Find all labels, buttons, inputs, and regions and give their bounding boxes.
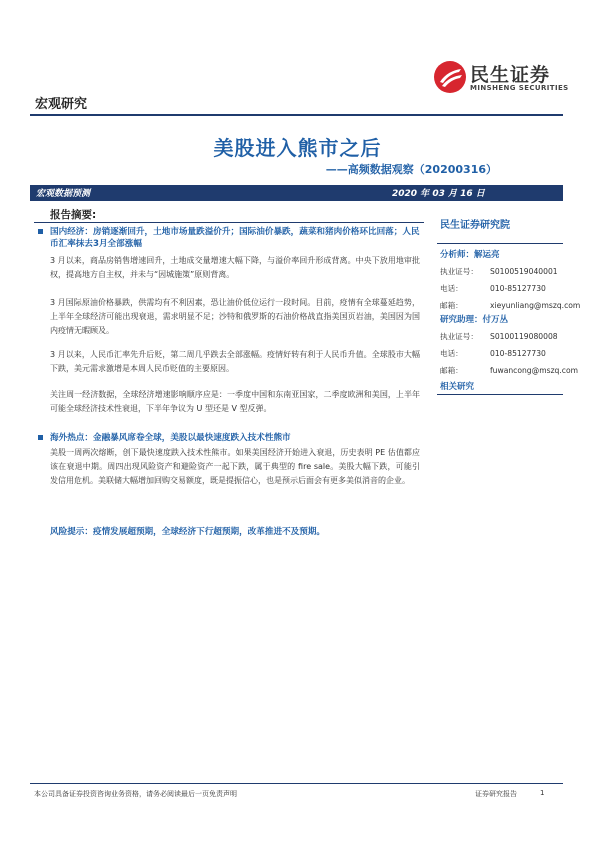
report-title: 美股进入熊市之后	[213, 136, 382, 160]
analyst-email-row[interactable]: 邮箱： xieyunliang@mszq.com	[440, 301, 581, 310]
footer-rule	[30, 783, 563, 784]
page-number: 1	[540, 789, 545, 797]
analyst-role: 分析师：	[440, 250, 475, 260]
sidebar-rule	[437, 243, 563, 244]
logo-name-cn: 民生证券	[470, 64, 551, 86]
sidebar-rule	[437, 394, 563, 395]
related-research-heading: 相关研究	[440, 382, 475, 392]
summary-rule	[34, 222, 424, 223]
overseas-label: 海外热点：	[50, 433, 93, 443]
assistant-info-row: 电话： 010-85127730	[440, 349, 546, 358]
header-rule	[30, 114, 563, 116]
assistant-email-row[interactable]: 邮箱： fuwancong@mszq.com	[440, 366, 579, 375]
institute-name: 民生证券研究院	[440, 220, 510, 231]
domestic-label: 国内经济：	[50, 227, 93, 237]
report-subtitle: ——高频数据观察（20200316）	[325, 163, 497, 176]
footer-disclaimer: 本公司具备证券投资咨询业务资格，请务必阅读最后一页免责声明	[34, 790, 237, 798]
domestic-headline-text: 房销逐渐回升，土地市场量跌溢价升；国际油价暴跌，蔬菜和猪肉价格环比回落；人民币汇率抹去3月全部涨幅	[50, 227, 420, 249]
assistant-info-row: 执业证号： S0100119080008	[440, 332, 558, 341]
risk-label: 风险提示：	[50, 527, 93, 537]
domestic-paragraph: 3 月以来，商品房销售增速回升，土地成交量增速大幅下降，与溢价率回升形成背离。中央下放用地审批权，提高地方自主权，并未与“因城施策”原则背离。	[50, 256, 420, 279]
bullet-icon	[38, 435, 43, 440]
domestic-paragraph: 3 月国际原油价格暴跌，供需均有不利因素，恐让油价低位运行一段时间。目前，疫情有全球蔓延趋势，上半年全球经济可能出现衰退，需求明显不足；沙特和俄罗斯的石油价格战直指美国页岩油，美国因为国内疫情无暇顾及。	[50, 298, 420, 335]
overseas-headline-text: 金融暴风席卷全球，美股以最快速度跌入技术性熊市	[92, 433, 291, 443]
assistant-name: 付万丛	[482, 315, 509, 325]
minsheng-logo-icon	[433, 60, 467, 94]
bullet-icon	[38, 229, 43, 234]
overseas-paragraph: 美股一周两次熔断，创下最快速度跌入技术性熊市。如果美国经济开始进入衰退，历史表明 PE 估值都应该在衰退中期。周四出现风险资产和避险资产一起下跌，属于典型的 fire sale。美股大幅下跌，可能引发信用危机。美联储大幅增加回购交易额度，既是提振信心，也是预示后面会有更多美似消音的企业。	[50, 448, 420, 485]
risk-text: 疫情发展超预期，全球经济下行超预期，改革推进不及预期。	[92, 527, 326, 537]
report-category: 宏观数据预测	[36, 189, 91, 199]
domestic-headline	[50, 226, 420, 250]
assistant-heading	[440, 313, 508, 325]
footer-doc-type: 证券研究报告	[475, 790, 517, 798]
logo-name-en: MINSHENG SECURITIES	[470, 84, 569, 92]
overseas-headline	[50, 432, 420, 444]
domestic-paragraph: 关注周一经济数据，全球经济增速影响顺序应是：一季度中国和东南亚国家，二季度欧洲和美国，上半年可能全球经济技术性衰退，下半年争议为 U 型还是 V 型反弹。	[50, 390, 420, 413]
assistant-role: 研究助理：	[440, 315, 483, 325]
analyst-info-row: 执业证号： S0100519040001	[440, 267, 558, 276]
domestic-paragraph: 3 月以来，人民币汇率先升后贬，第二周几乎跌去全部涨幅。疫情好转有利于人民币升值。全球股市大幅下跌，美元需求激增是本周人民币贬值的主要原因。	[50, 350, 420, 373]
analyst-name: 解运亮	[474, 250, 500, 260]
summary-heading: 报告摘要:	[50, 209, 97, 221]
analyst-info-row: 电话： 010-85127730	[440, 284, 546, 293]
analyst-heading	[440, 248, 500, 260]
risk-warning	[50, 526, 420, 539]
section-tag: 宏观研究	[35, 97, 88, 112]
report-date: 2020 年 03 月 16 日	[392, 189, 485, 199]
